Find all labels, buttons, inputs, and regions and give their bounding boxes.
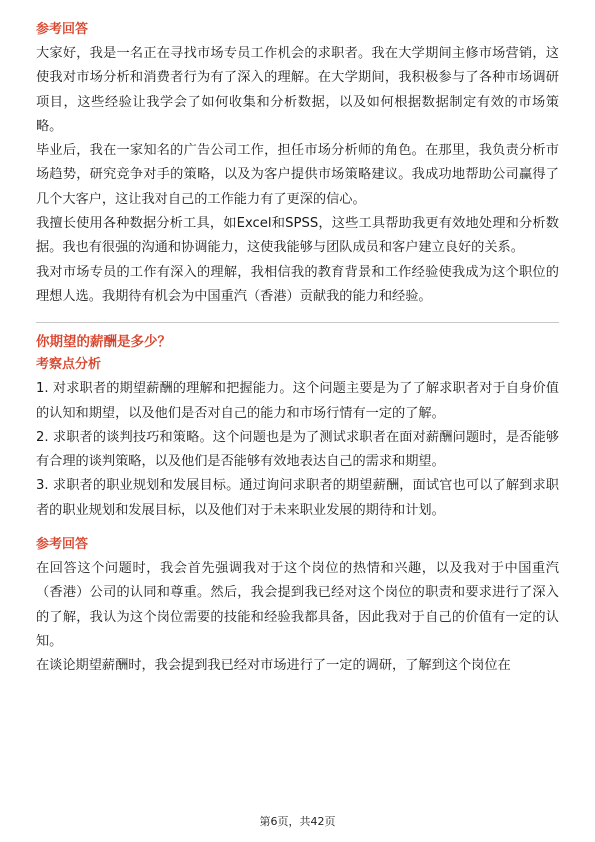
paragraph: 在回答这个问题时，我会首先强调我对于这个岗位的热情和兴趣，以及我对于中国重汽（香港）公司的认同和尊重。然后，我会提到我已经对这个岗位的职责和要求进行了深入的了解，我认为这个岗位需要的技能和经验我都具备，因此我对于自己的价值有一定的认知。 xyxy=(36,561,559,649)
analysis-item: 3. 求职者的职业规划和发展目标。通过询问求职者的期望薪酬，面试官也可以了解到求职者的职业规划和发展目标，以及他们对于未来职业发展的期待和计划。 xyxy=(36,478,559,518)
analysis-item: 1. 对求职者的期望薪酬的理解和把握能力。这个问题主要是为了了解求职者对于自身价值的认知和期望，以及他们是否对自己的能力和市场行情有一定的了解。 xyxy=(36,381,559,421)
question-title: 你期望的薪酬是多少？ xyxy=(36,334,171,351)
page-footer: 第6页，共42页 xyxy=(259,815,336,828)
paragraph: 在谈论期望薪酬时，我会提到我已经对市场进行了一定的调研，了解到这个岗位在 xyxy=(36,658,511,674)
section-heading-reference-answer: 参考回答 xyxy=(36,22,89,37)
paragraph: 毕业后，我在一家知名的广告公司工作，担任市场分析师的角色。在那里，我负责分析市场趋势，研究竞争对手的策略，以及为客户提供市场策略建议。我成功地帮助公司赢得了几个大客户，这让我对自己的工作能力有了更深的信心。 xyxy=(36,143,559,207)
analysis-item: 2. 求职者的谈判技巧和策略。这个问题也是为了测试求职者在面对薪酬问题时，是否能够有合理的谈判策略，以及他们是否能够有效地表达自己的需求和期望。 xyxy=(36,429,559,470)
section-heading-reference-answer: 参考回答 xyxy=(36,537,89,553)
paragraph: 大家好，我是一名正在寻找市场专员工作机会的求职者。我在大学期间主修市场营销，这使我对市场分析和消费者行为有了深入的理解。在大学期间，我积极参与了各种市场调研项目，这些经验让我学会了如何收集和分析数据，以及如何根据数据制定有效的市场策略。 xyxy=(36,46,559,134)
document-body xyxy=(36,20,559,679)
paragraph: 我擅长使用各种数据分析工具，如Excel和SPSS，这些工具帮助我更有效地处理和分析数据。我也有很强的沟通和协调能力，这使我能够与团队成员和客户建立良好的关系。 xyxy=(36,216,559,256)
section-heading-analysis: 考察点分析 xyxy=(36,357,102,373)
paragraph: 我对市场专员的工作有深入的理解，我相信我的教育背景和工作经验使我成为这个职位的理想人选。我期待有机会为中国重汽（香港）贡献我的能力和经验。 xyxy=(36,264,559,304)
section-divider xyxy=(36,322,559,323)
